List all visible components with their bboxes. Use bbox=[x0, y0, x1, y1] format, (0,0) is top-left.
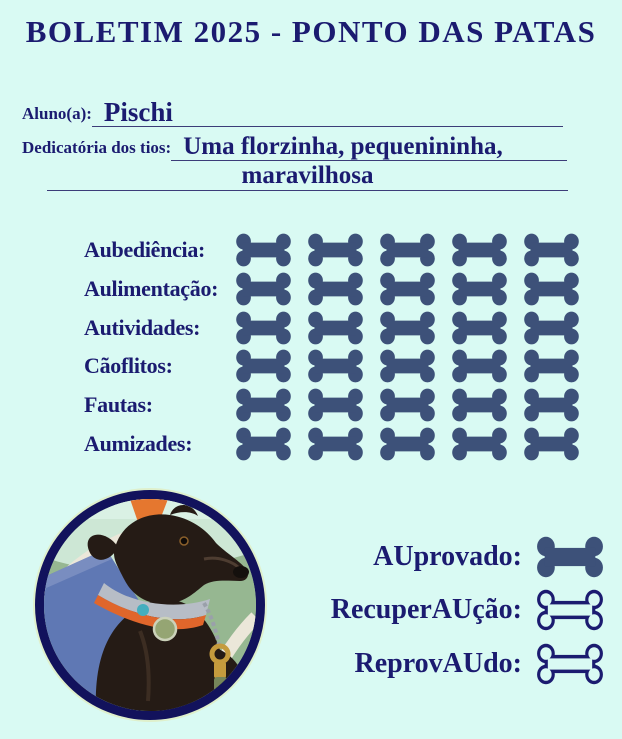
dedication-label: Dedicatória dos tios: bbox=[22, 138, 172, 157]
dog-photo-illustration bbox=[44, 499, 256, 711]
legend-bone bbox=[532, 589, 608, 631]
rating-row-caoflitos bbox=[84, 347, 594, 386]
bone-icon bbox=[376, 388, 439, 422]
rating-row-autividades bbox=[84, 308, 594, 347]
rating-row-aulimentacao bbox=[84, 270, 594, 309]
bone-icon bbox=[304, 388, 367, 422]
bone-icon bbox=[376, 233, 439, 267]
legend bbox=[278, 530, 608, 691]
bone-icon bbox=[232, 272, 295, 306]
bone-icon bbox=[448, 349, 511, 383]
ratings-list bbox=[84, 231, 594, 463]
legend-row-reprovado bbox=[278, 637, 608, 691]
bone-icon bbox=[520, 388, 583, 422]
bone-icon bbox=[376, 427, 439, 461]
legend-row-aprovado bbox=[278, 530, 608, 584]
legend-bone bbox=[532, 643, 608, 685]
bone-icon bbox=[304, 272, 367, 306]
rating-row-aubediencia bbox=[84, 231, 594, 270]
student-value-line bbox=[92, 96, 563, 127]
rating-label: Aumizades: bbox=[84, 430, 193, 456]
bone-icon bbox=[304, 427, 367, 461]
rating-row-fautas bbox=[84, 386, 594, 425]
page-title: BOLETIM 2025 - PONTO DAS PATAS bbox=[25, 14, 597, 49]
legend-bone bbox=[532, 536, 608, 578]
bone-icon bbox=[376, 311, 439, 345]
dedication-value: Uma florzinha, pequenininha, bbox=[183, 133, 503, 160]
bone-rating bbox=[232, 349, 583, 383]
bone-icon bbox=[448, 311, 511, 345]
bone-icon bbox=[232, 427, 295, 461]
rating-label: Cãoflitos: bbox=[84, 353, 173, 379]
bone-rating bbox=[232, 427, 583, 461]
bone-icon bbox=[232, 388, 295, 422]
legend-row-recuperacao bbox=[278, 584, 608, 638]
legend-label: RecuperAUção: bbox=[330, 594, 522, 626]
rating-label: Fautas: bbox=[84, 392, 153, 418]
rating-label: Aubediência: bbox=[84, 237, 206, 263]
bone-rating bbox=[232, 388, 583, 422]
legend-label: AUprovado: bbox=[373, 540, 522, 572]
bone-icon bbox=[520, 272, 583, 306]
student-field bbox=[22, 96, 563, 127]
legend-label: ReprovAUdo: bbox=[354, 647, 522, 679]
bone-icon bbox=[376, 272, 439, 306]
bone-rating bbox=[232, 233, 583, 267]
bone-icon bbox=[304, 311, 367, 345]
rating-label: Autividades: bbox=[84, 314, 201, 340]
bone-icon bbox=[520, 427, 583, 461]
bone-rating bbox=[232, 272, 583, 306]
bone-icon bbox=[448, 233, 511, 267]
dedication-value-line2: maravilhosa bbox=[47, 162, 568, 191]
dog-photo bbox=[35, 490, 265, 720]
bone-icon bbox=[304, 233, 367, 267]
dedication-field bbox=[22, 130, 567, 161]
bone-icon bbox=[520, 311, 583, 345]
bone-icon bbox=[232, 349, 295, 383]
bone-icon bbox=[520, 349, 583, 383]
bone-icon bbox=[532, 589, 608, 631]
bone-icon bbox=[448, 427, 511, 461]
bone-icon bbox=[448, 388, 511, 422]
bone-icon bbox=[304, 349, 367, 383]
student-value: Pischi bbox=[103, 97, 173, 127]
bone-icon bbox=[232, 233, 295, 267]
bone-rating bbox=[232, 311, 583, 345]
bone-icon bbox=[376, 349, 439, 383]
bone-icon bbox=[532, 643, 608, 685]
bone-icon bbox=[532, 536, 608, 578]
rating-row-aumizades bbox=[84, 424, 594, 463]
bone-icon bbox=[448, 272, 511, 306]
student-label: Aluno(a): bbox=[22, 104, 92, 123]
bone-icon bbox=[520, 233, 583, 267]
bone-icon bbox=[232, 311, 295, 345]
dedication-value-line1 bbox=[171, 130, 567, 161]
rating-label: Aulimentação: bbox=[84, 276, 219, 302]
